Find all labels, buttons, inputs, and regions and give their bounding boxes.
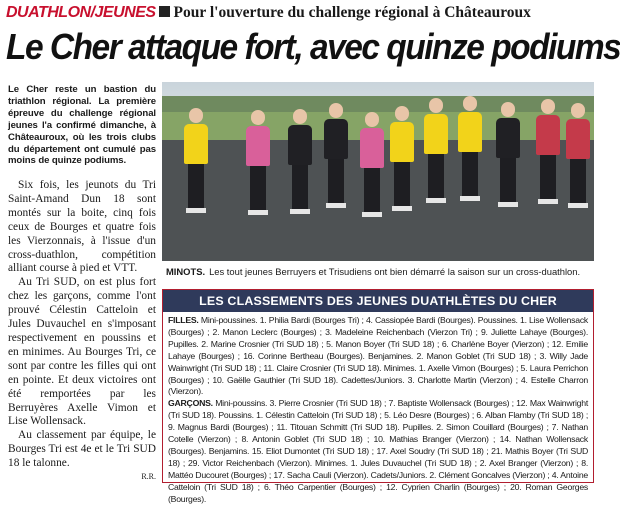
results-text [163, 312, 593, 506]
photo-caption [162, 261, 594, 283]
results-title: LES CLASSEMENTS DES JEUNES DUATHLÈTES DU CHER [163, 290, 593, 312]
child-figure [458, 96, 482, 201]
results-girls-label: FILLES. [168, 315, 199, 325]
child-figure [324, 103, 348, 208]
article-headline: Le Cher attaque fort, avec quinze podiums [6, 26, 620, 67]
group-photo [162, 82, 594, 261]
child-figure [566, 103, 590, 208]
child-figure [536, 99, 560, 204]
caption-lead: MINOTS. [166, 266, 206, 277]
results-girls: Mini-poussines. 1. Philia Bardi (Bourges Tri) ; 4. Cassiopée Bardi (Bourges). Poussines. 1. Lise Wollensack (Bourges) ; 2. Manon Leclerc (Bourges) ; 3. Madeleine Reichenbach (Vierzon Tri) ; 9. Juliette Lahaye (Bourges). Pupilles. 2. Marine Crosnier (Tri SUD 18) ; 5. Manon Boyer (Tri SUD 18) ; 6. Charlène Boyer (Vierzon) ; 12. Emilie Lahaye (Bourges) ; 16. Corinne Bertheau (Bourges). Benjamines. 2. Manon Goblet (Tri SUD 18) ; 3. Willy Jade Wainwright (Tri SUD 18) ; 11. Claire Crosnier (Tri SUD 18). Minimes. 1. Axelle Vimon (Bourges) ; 5. Laura Perrichon (Bourges) ; 10. Gaëlle Gauthier (Tri SUD 18). Cadettes/Juniors. 3. Charlotte Martin (Vierzon) ; 4. Estelle Charron (Vierzon). [168, 315, 589, 397]
author-signature: R.R. [141, 472, 156, 482]
body-paragraph: Au classement par équipe, le Bourges Tri est 4e et le Tri SUD 18 le talonne. [8, 429, 156, 470]
separator-square-icon [159, 6, 170, 17]
child-figure [288, 109, 312, 214]
article-kicker [6, 3, 596, 23]
child-figure [246, 110, 270, 215]
results-boys-label: GARÇONS. [168, 398, 213, 409]
child-figure [424, 98, 448, 203]
child-figure [390, 106, 414, 211]
child-figure [184, 108, 208, 213]
child-figure [360, 112, 384, 217]
article-lead: Le Cher reste un bastion du triathlon régional. La première épreuve du challenge régional jeunes l'a confirmé dimanche, à Châteauroux, où les trois clubs du département ont cumulé pas moins de quinze podiums. [8, 84, 156, 167]
results-box [162, 289, 594, 504]
article-body [8, 179, 156, 482]
results-boys: Mini-poussins. 3. Pierre Crosnier (Tri SUD 18) ; 7. Baptiste Wollensack (Bourges) ; 12. Max Wainwright (Tri SUD 18). Poussins. 1. Célestin Catteloin (Tri SUD 18) ; 5. Léo Desre (Bourges) ; 6. Alban Flamby (Tri SUD 18) ; 9. Magnus Bardi (Bourges) ; 11. Titouan Schmitt (Tri SUD 18). Pupilles. 2. Simon Couillard (Bourges) ; 7. Nathan Cotelle (Vierzon) ; 8. Antonin Goblet (Tri SUD 18) ; 10. Mathias Branger (Vierzon) ; 14. Nathan Wollensack (Bourges). Benjamins. 15. Eliot Dumontet (Tri SUD 18) ; 17. Axel Soudry (Tri SUD 18) ; 21. Mathis Boyer (Tri SUD 18) ; 29. Victor Reichenbach (Vierzon). Minimes. 1. Jules Duvauchel (Tri SUD 18) ; 2. Axel Branger (Vierzon) ; 8. Mattéo Ducouret (Bourges) ; 17. Sacha Cauli (Vierzon). Cadets/Juniors. 2. Clément Goncalves (Vierzon) ; 4. Antoine Catteloin (Tri SUD 18) ; 6. Théo Carpentier (Bourges) ; 12. Cyprien Charlin (Bourges) ; 20. Roman Georges (Bourges). [168, 398, 588, 504]
article-deck: Pour l'ouverture du challenge régional à Châteauroux [173, 4, 531, 21]
body-paragraph: Au Tri SUD, on est plus fort chez les garçons, comme l'ont prouvé Célestin Catteloin et Jules Duvauchel en s'imposant respectivement en poussins et en minimes. Au Bourges Tri, ce sont par contre les filles qui ont en pointe. Et deux victoires ont été remportées par les Berruyères Axelle Vimon et Lise Wollensack. [8, 276, 156, 428]
photo-hedge [162, 96, 594, 112]
body-paragraph: Six fois, les jeunots du Tri Saint-Amand Dun 18 sont montés sur la boite, cinq fois ceux de Bourges et quatre fois les Vierzonnais, à l'issue d'un cross-duathlon, compétition alliant course à pied et VTT. [8, 179, 156, 275]
caption-text: Les tout jeunes Berruyers et Trisudiens ont bien démarré la saison sur un cross-duathlon. [209, 266, 581, 277]
child-figure [496, 102, 520, 207]
section-label: DUATHLON/JEUNES [6, 4, 156, 21]
